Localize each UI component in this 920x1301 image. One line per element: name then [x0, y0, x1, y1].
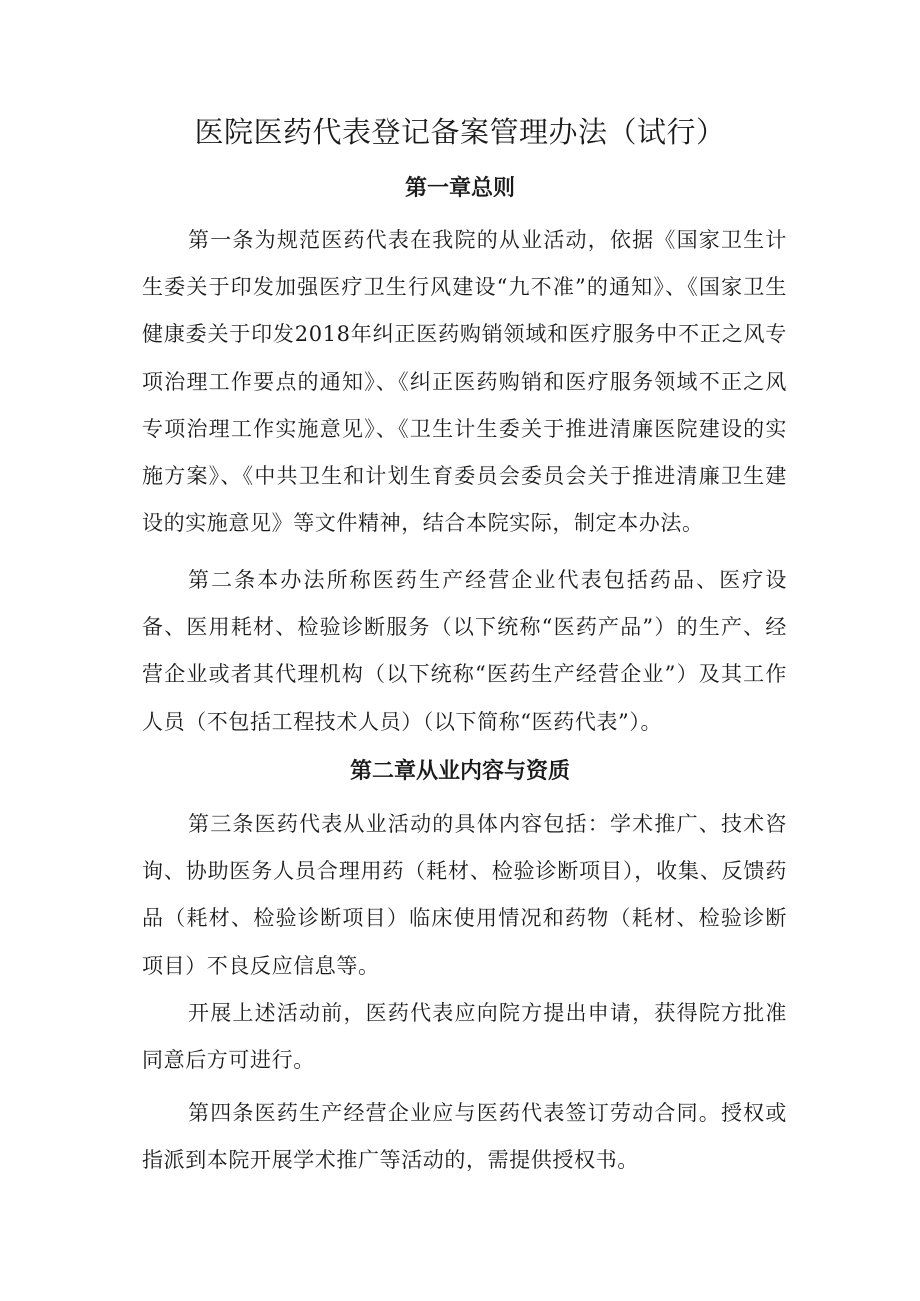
article-3-paragraph: 第三条医药代表从业活动的具体内容包括：学术推广、技术咨询、协助医务人员合理用药（耗材、检验诊断项目），收集、反馈药品（耗材、检验诊断项目）临床使用情况和药物（耗材、检验诊断项目）不良反应信息等。 — [142, 812, 787, 978]
article-1-paragraph: 第一条为规范医药代表在我院的从业活动，依据《国家卫生计生委关于印发加强医疗卫生行风建设“九不准”的通知》、《国家卫生健康委关于印发2018年纠正医药购销领域和医疗服务中不正之风专项治理工作要点的通知》、《纠正医药购销和医疗服务领域不正之风专项治理工作实施意见》、《卫生计生委关于推进清廉医院建设的实施方案》、《中共卫生和计划生育委员会委员会关于推进清廉卫生建设的实施意见》等文件精神，结合本院实际，制定本办法。 — [142, 228, 787, 536]
article-3-followup-paragraph: 开展上述活动前，医药代表应向院方提出申请，获得院方批准同意后方可进行。 — [142, 1001, 787, 1073]
article-2-paragraph: 第二条本办法所称医药生产经营企业代表包括药品、医疗设备、医用耗材、检验诊断服务（以下统称“医药产品”）的生产、经营企业或者其代理机构（以下统称“医药生产经营企业”）及其工作人员（不包括工程技术人员）（以下简称“医药代表”）。 — [142, 568, 787, 734]
chapter-2-heading: 第二章从业内容与资质 — [349, 759, 570, 784]
article-4-paragraph: 第四条医药生产经营企业应与医药代表签订劳动合同。授权或指派到本院开展学术推广等活动的，需提供授权书。 — [142, 1101, 787, 1173]
chapter-1-heading: 第一章总则 — [404, 176, 515, 201]
document-title: 医院医药代表登记备案管理办法（试行） — [194, 115, 726, 149]
